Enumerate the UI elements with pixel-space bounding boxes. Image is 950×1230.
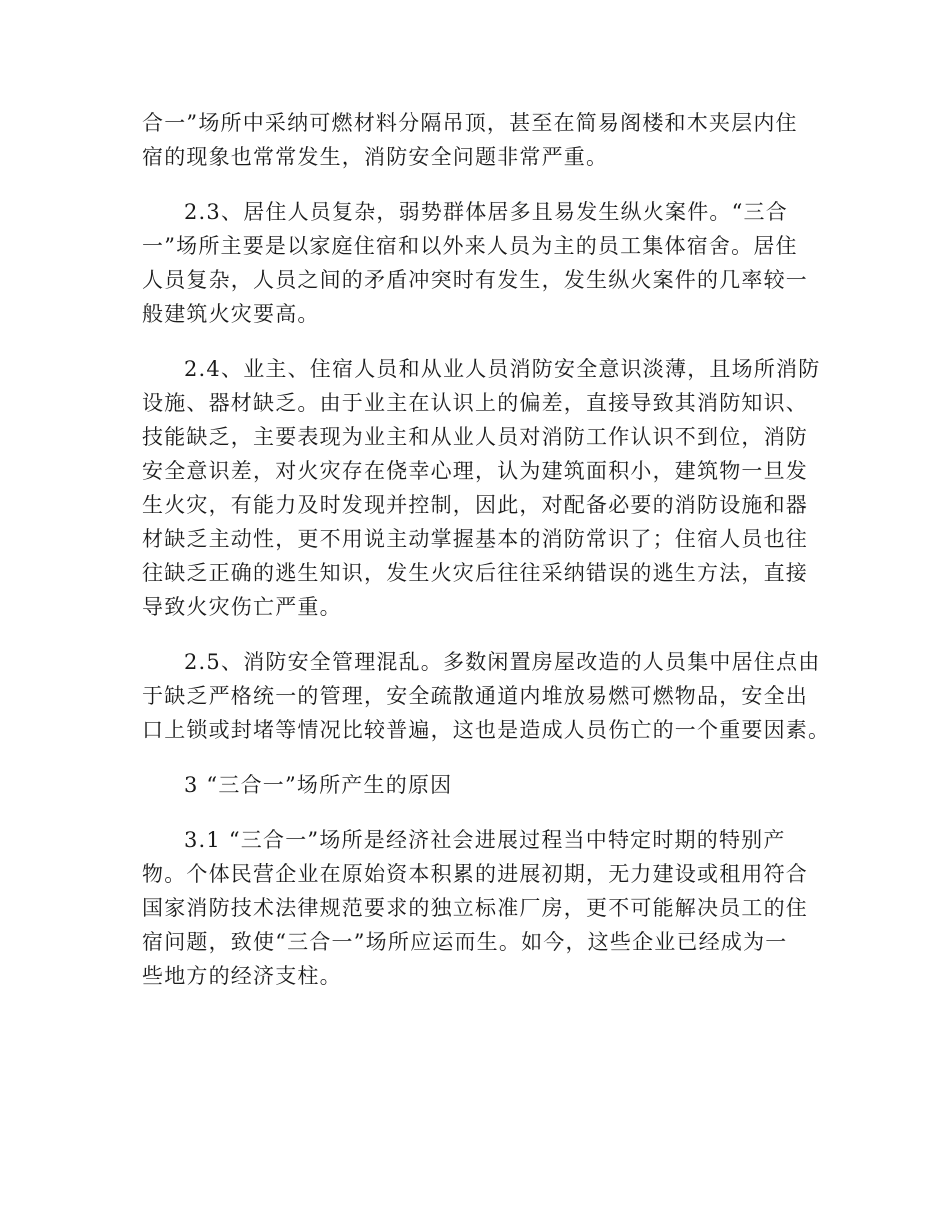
text-line: 些地方的经济支柱。 <box>142 964 342 988</box>
text-line: 口上锁或封堵等情况比较普遍，这也是造成人员伤亡的一个重要因素。 <box>142 718 831 742</box>
text-line: 于缺乏严格统一的管理，安全疏散通道内堆放易燃可燃物品，安全出 <box>142 684 808 708</box>
paragraph-continued-fire-hazard <box>142 106 810 174</box>
text-line: 设施、器材缺乏。由于业主在认识上的偏差，直接导致其消防知识、 <box>142 391 808 415</box>
paragraph-2-5-management <box>142 645 831 747</box>
paragraph-2-4-awareness <box>142 352 821 624</box>
text-line: 安全意识差，对火灾存在侥幸心理，认为建筑面积小，建筑物一旦发 <box>142 459 808 483</box>
text-line: 宿的现象也常常发生，消防安全问题非常严重。 <box>142 145 609 169</box>
text-line: 物。个体民营企业在原始资本积累的进展初期，无力建设或租用符合 <box>142 862 808 886</box>
text-line: 生火灾，有能力及时发现并控制，因此，对配备必要的消防设施和器 <box>142 493 808 517</box>
text-line: 2.4、业主、住宿人员和从业人员消防安全意识淡薄，且场所消防 <box>184 357 821 381</box>
text-line: 往缺乏正确的逃生知识，发生火灾后往往采纳错误的逃生方法，直接 <box>142 561 808 585</box>
text-line: 般建筑火灾要高。 <box>142 302 320 326</box>
text-line: 技能缺乏，主要表现为业主和从业人员对消防工作认识不到位，消防 <box>142 425 808 449</box>
text-line: 2.5、消防安全管理混乱。多数闲置房屋改造的人员集中居住点由 <box>184 650 821 674</box>
text-line: 导致火灾伤亡严重。 <box>142 595 342 619</box>
paragraph-3-1-origin <box>142 823 810 993</box>
text-line: 一”场所主要是以家庭住宿和以外来人员为主的员工集体宿舍。居住 <box>142 234 798 258</box>
document-body <box>142 106 831 993</box>
text-line: 3.1 “三合一”场所是经济社会进展过程当中特定时期的特别产 <box>184 828 786 852</box>
heading-line: 3 “三合一”场所产生的原因 <box>184 773 453 797</box>
text-line: 国家消防技术法律规范要求的独立标准厂房，更不可能解决员工的住 <box>142 896 808 920</box>
text-line: 人员复杂，人员之间的矛盾冲突时有发生，发生纵火案件的几率较一 <box>142 268 808 292</box>
text-line: 宿问题，致使“三合一”场所应运而生。如今，这些企业已经成为一 <box>142 930 788 954</box>
text-line: 2.3、居住人员复杂，弱势群体居多且易发生纵火案件。“三合 <box>184 200 788 224</box>
section-heading-3 <box>142 768 810 802</box>
text-line: 合一”场所中采纳可燃材料分隔吊顶，甚至在简易阁楼和木夹层内住 <box>142 111 798 135</box>
paragraph-2-3-residents <box>142 195 810 331</box>
text-line: 材缺乏主动性，更不用说主动掌握基本的消防常识了；住宿人员也往 <box>142 527 808 551</box>
